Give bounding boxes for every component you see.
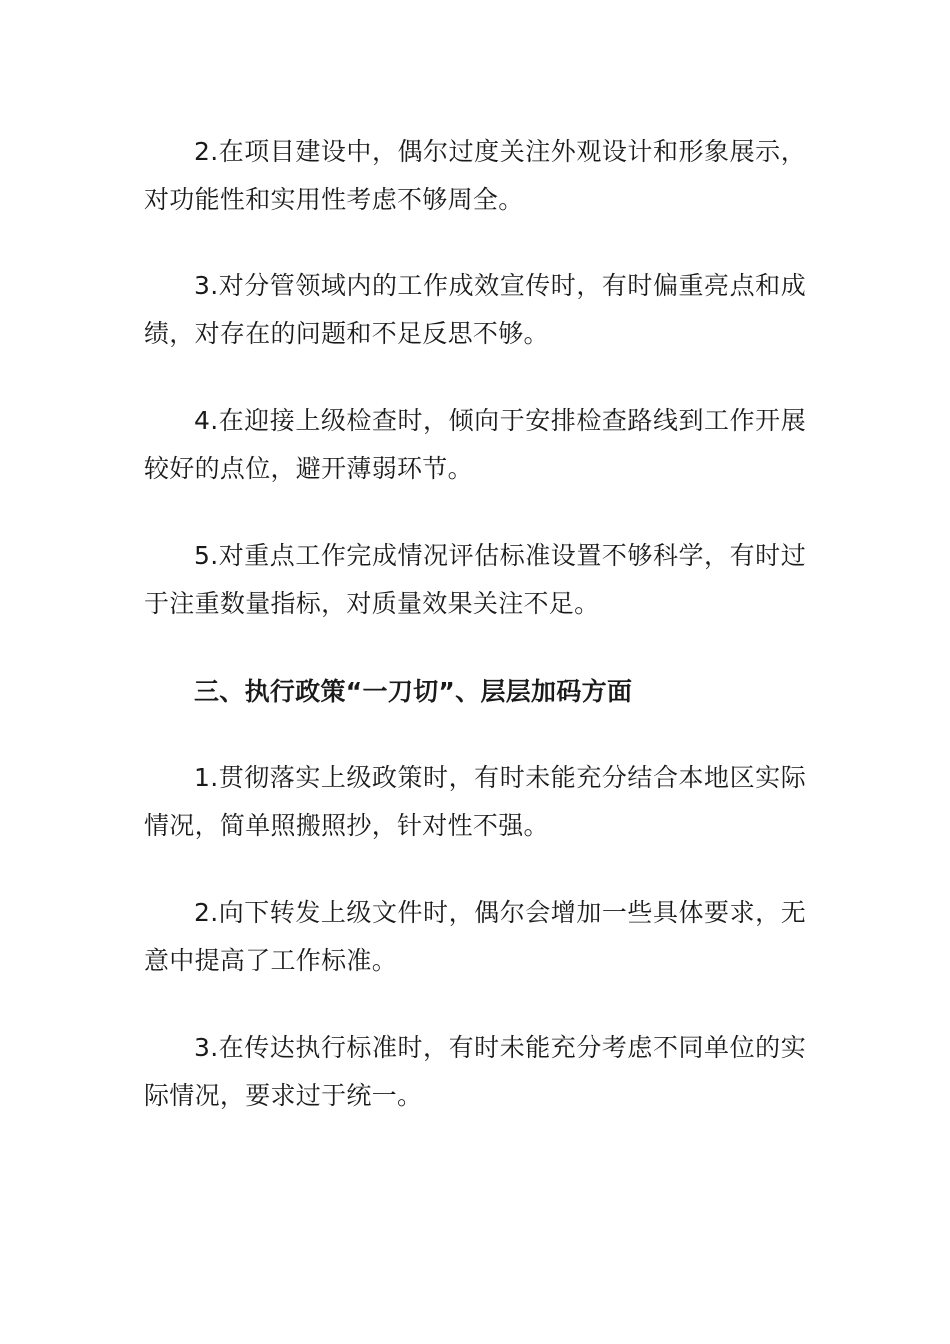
section-paragraph-1: 1.贯彻落实上级政策时，有时未能充分结合本地区实际情况，简单照搬照抄，针对性不强。	[144, 763, 806, 840]
paragraph-item-2: 2.在项目建设中，偶尔过度关注外观设计和形象展示，对功能性和实用性考虑不够周全。	[144, 137, 806, 214]
section-paragraph-2: 2.向下转发上级文件时，偶尔会增加一些具体要求，无意中提高了工作标准。	[144, 898, 806, 975]
paragraph-item-5: 5.对重点工作完成情况评估标准设置不够科学，有时过于注重数量指标，对质量效果关注不足。	[144, 541, 806, 618]
section-heading: 三、执行政策“一刀切”、层层加码方面	[194, 677, 633, 706]
paragraph-item-3: 3.对分管领域内的工作成效宣传时，有时偏重亮点和成绩，对存在的问题和不足反思不够。	[144, 271, 806, 348]
section-paragraph-3: 3.在传达执行标准时，有时未能充分考虑不同单位的实际情况，要求过于统一。	[144, 1033, 806, 1110]
paragraph-item-4: 4.在迎接上级检查时，倾向于安排检查路线到工作开展较好的点位，避开薄弱环节。	[144, 406, 806, 483]
